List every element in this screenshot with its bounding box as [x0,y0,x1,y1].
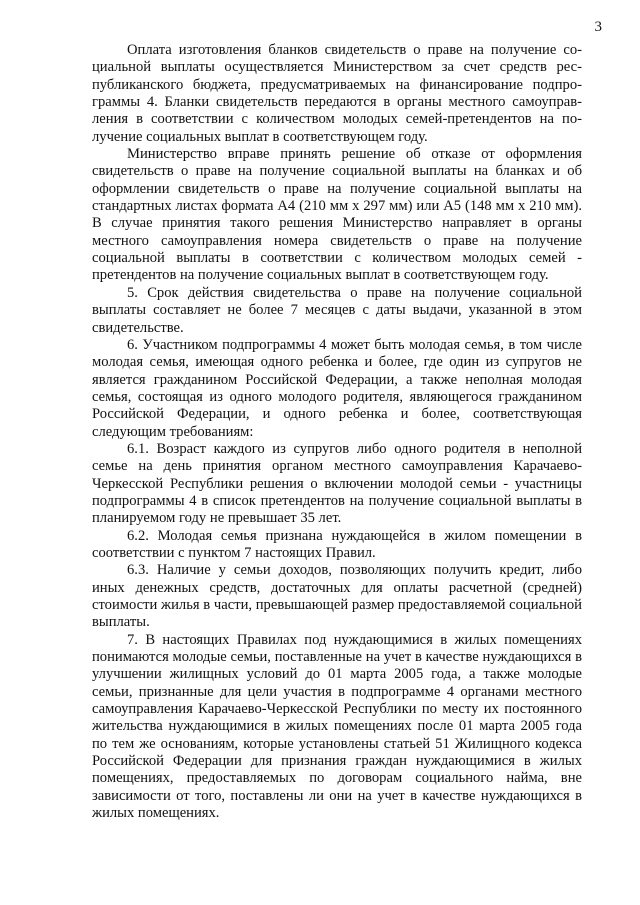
paragraph-item-6: 6. Участником подпрограммы 4 может быть молодая семья, в том числе молодая семья, имеющая одного ребенка и более, где один из супругов не является гражданином Российской Федерации, а также неполная молодая семья, состоящая из одного молодого родителя, являющегося гражданином Российской Федерации, и одного ребенка и более, соответствующая следующим требованиям: [92,336,582,440]
paragraph-item-6-3: 6.3. Наличие у семьи доходов, позволяющих получить кредит, либо иных денежных средств, достаточных для оплаты расчетной (средней) стоимости жилья в части, превышающей размер предоставляемой социальной выплаты. [92,562,582,631]
document-body [92,42,582,822]
paragraph-item-7: 7. В настоящих Правилах под нуждающимися в жилых помещениях понимаются молодые семьи, поставленные на учет в качестве нуждающихся в улучшении жилищных условий до 01 марта 2005 года, а также молодые семьи, признанные для цели участия в подпрограмме 4 органами местного самоуправления Карачаево-Черкесской Республики по месту их постоянного жительства нуждающимися в жилых помещениях после 01 марта 2005 года по тем же основаниям, которые установлены статьей 51 Жилищного кодекса Российской Федерации для признания граждан нуждающимися в жилых помещениях, предоставляемых по договорам социального найма, вне зависимости от того, поставлены ли они на учет в качестве нуждающихся в жилых помещениях. [92,631,582,822]
paragraph-item-6-2: 6.2. Молодая семья признана нуждающейся в жилом помещении в соответствии с пунктом 7 настоящих Правил. [92,527,582,561]
paragraph-item-6-1: 6.1. Возраст каждого из супругов либо одного родителя в неполной семье на день принятия органом местного самоуправления Карачаево-Черкесской Республики решения о включении молодой семьи - участницы подпрограммы 4 в список претендентов на получение социальной выплаты в планируемом году не превышает 35 лет. [92,440,582,527]
paragraph-item-5: 5. Срок действия свидетельства о праве на получение социальной выплаты составляет не более 7 месяцев с даты выдачи, указанной в этом свидетельстве. [92,284,582,336]
paragraph-ministry-refusal: Министерство вправе принять решение об отказе от оформления свидетельств о праве на получение социальной выплаты на бланках и об оформлении свидетельств о праве на получение социальной выплаты на стандартных листах формата А4 (210 мм х 297 мм) или А5 (148 мм х 210 мм). В случае принятия такого решения Министерство направляет в органы местного самоуправления номера свидетельств о праве на получение социальной выплаты в соответствии с количеством молодых семей - претендентов на получение социальных выплат в соответствующем году. [92,146,582,284]
paragraph-blanks-payment: Оплата изготовления бланков свидетельств о праве на получение социальной выплаты осуществляется Министерством за счет средств республиканского бюджета, предусматриваемых на финансирование подпрограммы 4. Бланки свидетельств передаются в органы местного самоуправления в соответствии с количеством молодых семей-претендентов на получение социальных выплат в соответствующем году. [92,42,582,145]
page-number: 3 [594,19,602,35]
